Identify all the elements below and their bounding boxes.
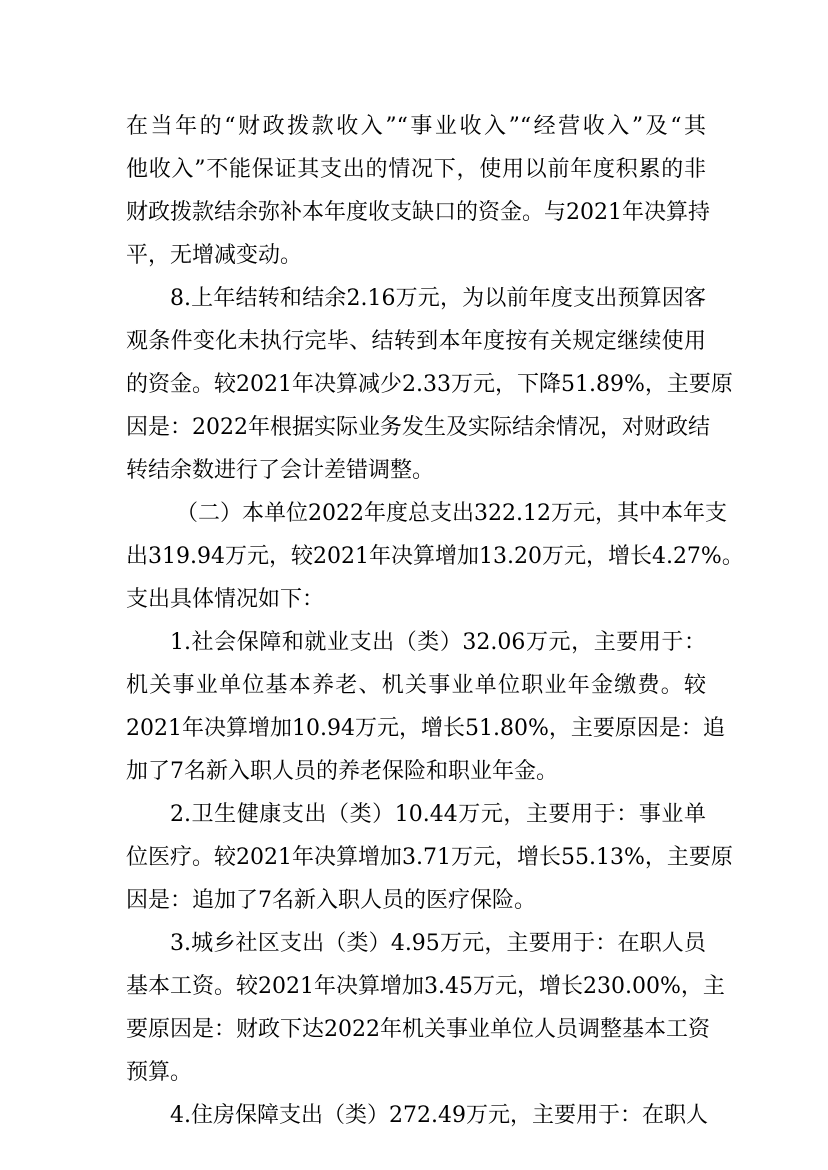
text-line: 8.上年结转和结余2.16万元，为以前年度支出预算因客 xyxy=(170,286,706,311)
text-line: 基本工资。较2021年决算增加3.45万元，增长230.00%，主 xyxy=(126,974,725,999)
text-line: 支出具体情况如下： xyxy=(126,587,325,612)
text-line: 在当年的“财政拨款收入”“事业收入”“经营收入”及“其 xyxy=(126,114,706,139)
text-line: 平，无增减变动。 xyxy=(126,243,303,268)
text-line: 财政拨款结余弥补本年度收支缺口的资金。与2021年决算持 xyxy=(126,200,710,225)
text-line: 转结余数进行了会计差错调整。 xyxy=(126,458,435,483)
text-line: 位医疗。较2021年决算增加3.71万元，增长55.13%，主要原 xyxy=(126,845,733,870)
text-line: 机关事业单位基本养老、机关事业单位职业年金缴费。较 xyxy=(126,673,706,698)
text-line: 4.住房保障支出（类）272.49万元，主要用于：在职人 xyxy=(170,1103,708,1128)
text-line: 要原因是：财政下达2022年机关事业单位人员调整基本工资 xyxy=(126,1017,710,1042)
text-line: 1.社会保障和就业支出（类）32.06万元，主要用于： xyxy=(170,630,706,655)
text-line: 加了7名新入职人员的养老保险和职业年金。 xyxy=(126,759,558,784)
text-line: 因是：追加了7名新入职人员的医疗保险。 xyxy=(126,888,536,913)
text-line: 出319.94万元，较2021年决算增加13.20万元，增长4.27%。 xyxy=(126,544,744,569)
text-line: 2021年决算增加10.94万元，增长51.80%，主要原因是：追 xyxy=(126,716,725,741)
text-line: 的资金。较2021年决算减少2.33万元，下降51.89%，主要原 xyxy=(126,372,733,397)
text-line: 3.城乡社区支出（类）4.95万元，主要用于：在职人员 xyxy=(170,931,706,956)
text-line: 因是：2022年根据实际业务发生及实际结余情况，对财政结 xyxy=(126,415,710,440)
text-line: （二）本单位2022年度总支出322.12万元，其中本年支 xyxy=(176,501,727,526)
text-line: 预算。 xyxy=(126,1060,193,1085)
text-line: 他收入”不能保证其支出的情况下，使用以前年度积累的非 xyxy=(126,157,706,182)
text-line: 观条件变化未执行完毕、结转到本年度按有关规定继续使用 xyxy=(126,329,706,354)
text-line: 2.卫生健康支出（类）10.44万元，主要用于：事业单 xyxy=(170,802,706,827)
